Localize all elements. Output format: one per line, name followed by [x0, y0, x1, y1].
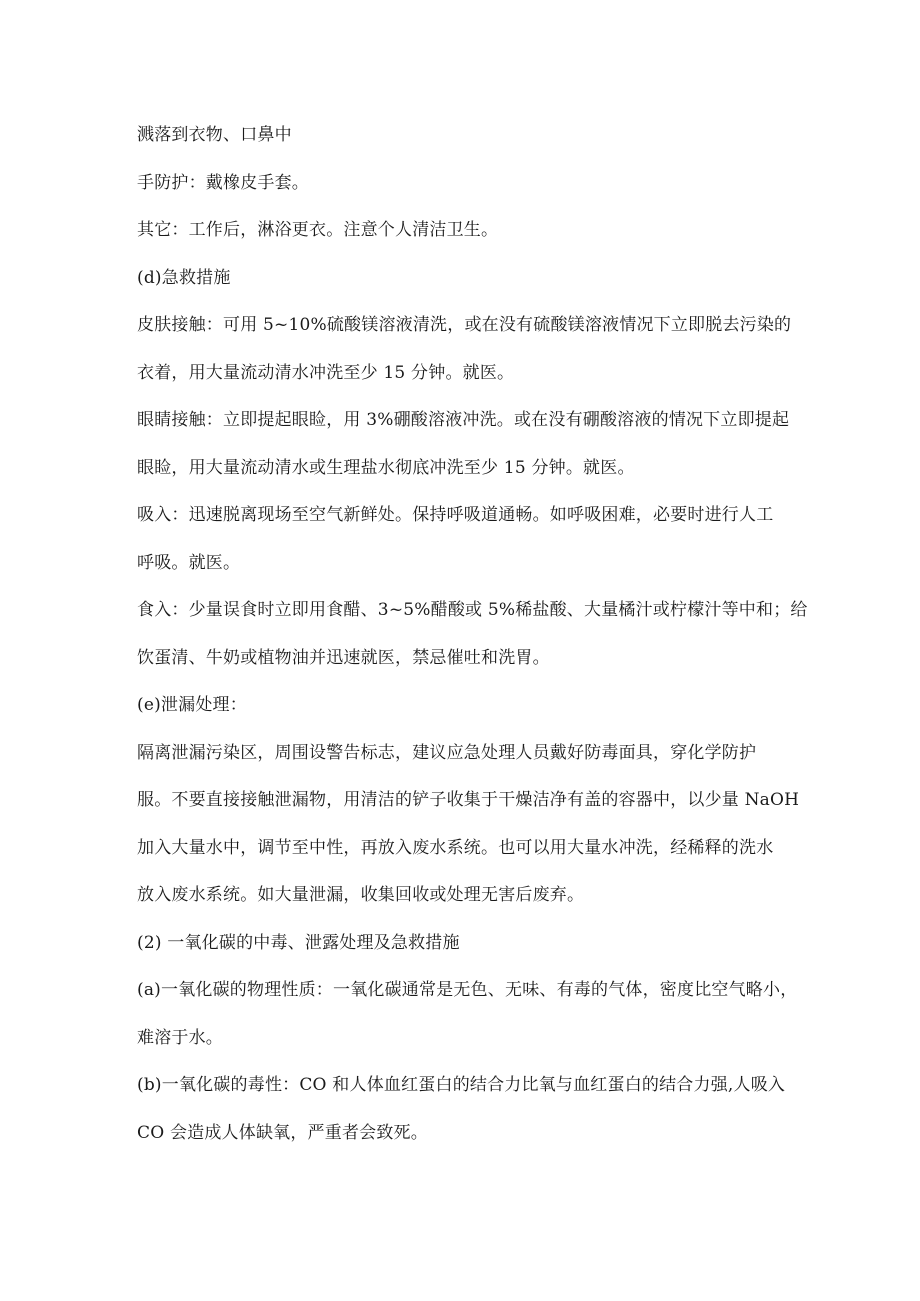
text-line: 难溶于水。: [137, 1027, 223, 1048]
text-line: 食入：少量误食时立即用食醋、3~5%醋酸或 5%稀盐酸、大量橘汁或柠檬汁等中和；给: [137, 600, 808, 620]
text-line: 衣着，用大量流动清水冲洗至少 15 分钟。就医。: [137, 362, 515, 383]
text-line: (b)一氧化碳的毒性：CO 和人体血红蛋白的结合力比氧与血红蛋白的结合力强,人吸入: [137, 1075, 786, 1095]
text-line: 隔离泄漏污染区，周围设警告标志，建议应急处理人员戴好防毒面具，穿化学防护: [137, 742, 757, 763]
text-line: 手防护：戴橡皮手套。: [137, 172, 309, 193]
section-heading: (d)急救措施: [137, 267, 231, 288]
text-line: 呼吸。就医。: [137, 552, 241, 573]
text-line: 溅落到衣物、口鼻中: [137, 125, 292, 145]
section-heading: (2) 一氧化碳的中毒、泄露处理及急救措施: [137, 932, 460, 953]
text-line: 饮蛋清、牛奶或植物油并迅速就医，禁忌催吐和洗胃。: [137, 647, 550, 668]
text-line: 其它：工作后，淋浴更衣。注意个人清洁卫生。: [137, 220, 499, 240]
section-heading: (e)泄漏处理：: [137, 695, 247, 715]
text-line: 加入大量水中，调节至中性，再放入废水系统。也可以用大量水冲洗，经稀释的洗水: [137, 837, 774, 858]
text-line: 皮肤接触：可用 5~10%硫酸镁溶液清洗，或在没有硫酸镁溶液情况下立即脱去污染的: [137, 315, 792, 335]
text-line: 服。不要直接接触泄漏物，用清洁的铲子收集于干燥洁净有盖的容器中，以少量 NaOH: [137, 790, 800, 810]
text-line: CO 会造成人体缺氧，严重者会致死。: [137, 1122, 428, 1143]
text-line: 眼睛接触：立即提起眼睑，用 3%硼酸溶液冲洗。或在没有硼酸溶液的情况下立即提起: [137, 410, 790, 430]
text-line: 放入废水系统。如大量泄漏，收集回收或处理无害后废弃。: [137, 885, 585, 905]
text-line: (a)一氧化碳的物理性质：一氧化碳通常是无色、无味、有毒的气体，密度比空气略小，: [137, 980, 798, 1000]
text-line: 吸入：迅速脱离现场至空气新鲜处。保持呼吸道通畅。如呼吸困难，必要时进行人工: [137, 505, 774, 525]
document-body: [137, 120, 808, 1165]
text-line: 眼睑，用大量流动清水或生理盐水彻底冲洗至少 15 分钟。就医。: [137, 457, 635, 478]
